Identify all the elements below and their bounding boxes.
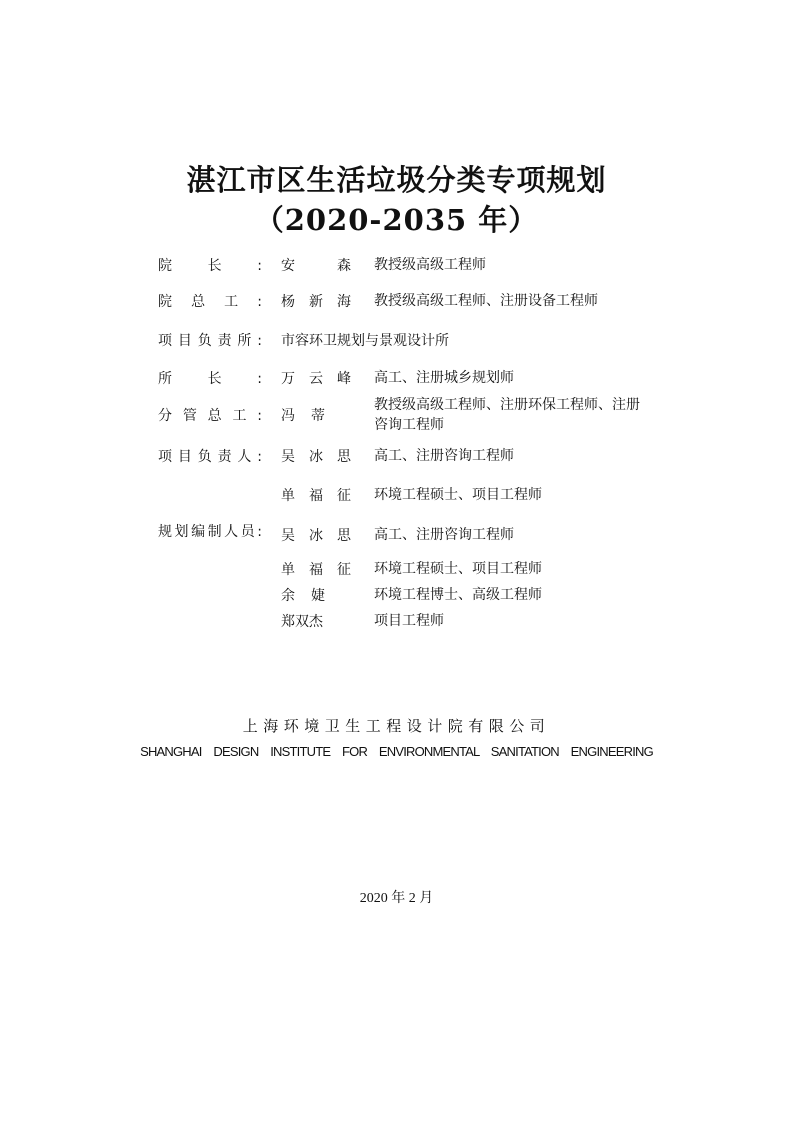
staff-title: 高工、注册咨询工程师 xyxy=(374,527,514,543)
staff-department: 市容环卫规划与景观设计所 xyxy=(281,333,449,349)
staff-name: 余婕 xyxy=(281,588,325,604)
staff-name: 单福征 xyxy=(281,562,351,578)
staff-name: 郑双杰 xyxy=(281,614,323,630)
staff-title: 环境工程硕士、项目工程师 xyxy=(374,487,542,503)
staff-row xyxy=(0,611,793,651)
staff-title: 教授级高级工程师、注册环保工程师、注册咨询工程师 xyxy=(374,397,640,433)
staff-role: 项目负责人: xyxy=(158,449,262,465)
staff-title: 环境工程博士、高级工程师 xyxy=(374,587,542,603)
staff-row xyxy=(0,291,793,331)
staff-name: 安森 xyxy=(281,258,351,274)
staff-title: 环境工程硕士、项目工程师 xyxy=(374,561,542,577)
staff-role: 规划编制人员: xyxy=(158,524,262,540)
staff-row xyxy=(0,485,793,525)
document-period: （2020-2035 年） xyxy=(254,203,539,237)
staff-role: 院总工: xyxy=(158,294,262,310)
staff-role: 院长: xyxy=(158,258,262,274)
staff-title: 高工、注册城乡规划师 xyxy=(374,370,514,386)
staff-role: 分管总工: xyxy=(158,408,262,424)
company-name-en: SHANGHAI DESIGN INSTITUTE FOR ENVIRONMENTAL SANITATION ENGINEERING xyxy=(140,744,653,759)
staff-role: 所长: xyxy=(158,371,262,387)
staff-role: 项目负责所: xyxy=(158,333,262,349)
document-date: 2020 年 2 月 xyxy=(359,891,434,906)
staff-name: 杨新海 xyxy=(281,294,351,310)
staff-row xyxy=(0,521,793,561)
staff-row xyxy=(0,446,793,486)
staff-name: 吴冰思 xyxy=(281,528,351,544)
document-title: 湛江市区生活垃圾分类专项规划 xyxy=(186,163,607,197)
staff-name: 吴冰思 xyxy=(281,449,351,465)
staff-name: 单福征 xyxy=(281,488,351,504)
staff-name: 万云峰 xyxy=(281,371,351,387)
staff-row xyxy=(0,255,793,295)
staff-title: 教授级高级工程师 xyxy=(374,257,486,273)
staff-title: 高工、注册咨询工程师 xyxy=(374,448,514,464)
staff-title: 教授级高级工程师、注册设备工程师 xyxy=(374,293,598,309)
staff-name: 冯蒂 xyxy=(281,408,325,424)
staff-title: 项目工程师 xyxy=(374,613,444,629)
staff-row xyxy=(0,397,793,444)
staff-row xyxy=(0,330,793,370)
company-name-cn: 上海环境卫生工程设计院有限公司 xyxy=(242,717,551,735)
